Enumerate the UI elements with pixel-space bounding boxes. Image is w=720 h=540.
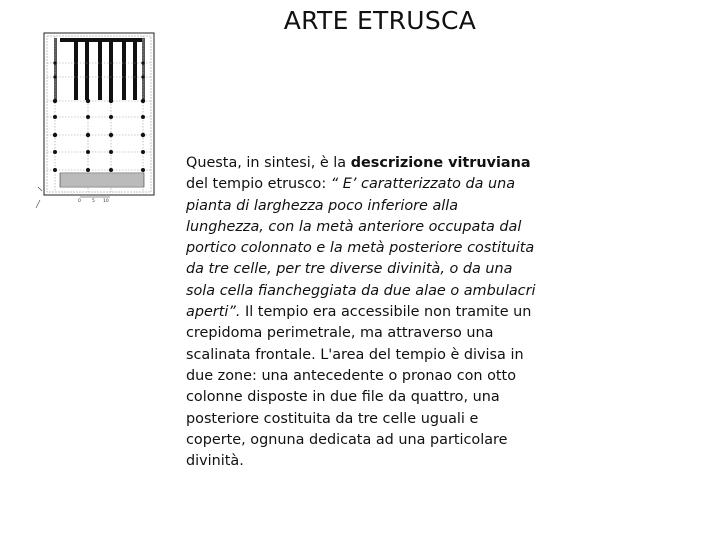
scale-label-10: 10: [103, 199, 109, 204]
body-emphasis: descrizione vitruviana: [350, 155, 531, 171]
temple-plan-drawing: [30, 25, 170, 220]
body-rest: Il tempio era accessibile non tramite un crepidoma perimetrale, ma attraverso una scalinata frontale. L'area del tempio è divisa in due zone: una antecedente o pronao con otto colonne disposte in due file da quattro, una posteriore costituita da tre celle uguali e coperte, ognuna dedicata ad una particolare divinità.: [186, 304, 532, 470]
body-lead-in: del tempio etrusco:: [186, 176, 331, 193]
cella-block: [60, 38, 144, 100]
slide-title: ARTE ETRUSCA: [283, 6, 477, 35]
body-paragraph: [186, 153, 538, 472]
body-intro: Questa, in sintesi, è la: [186, 155, 351, 171]
frontal-staircase: [60, 173, 144, 187]
scale-bar: [78, 197, 110, 204]
margin-marks: [36, 187, 42, 208]
scale-label-5: 5: [92, 199, 95, 204]
body-quotation: “ E’ caratterizzato da una pianta di larghezza poco inferiore alla lunghezza, con la metà anteriore occupata dal portico colonnato e la metà posteriore costituita da tre celle, per tre diverse divinità, o da una sola cella fiancheggiata da due alae o ambulacri aperti”.: [186, 176, 536, 321]
scale-label-0: 0: [78, 199, 81, 204]
